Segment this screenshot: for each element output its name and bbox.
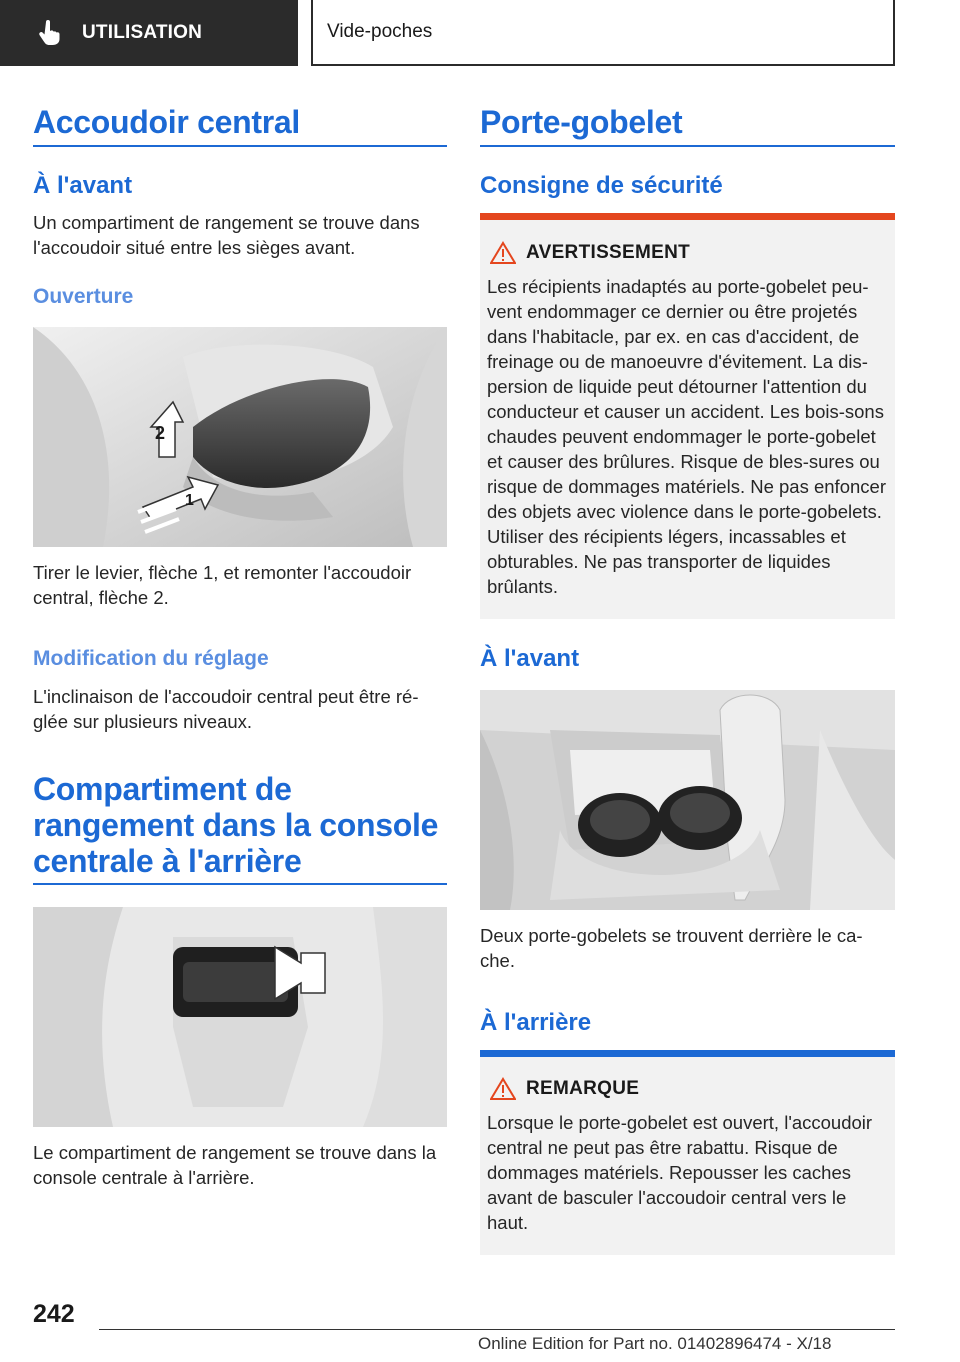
paragraph-adjust: L'inclinaison de l'accoudoir central peut être ré-glée sur plusieurs niveaux. (33, 686, 419, 732)
heading-safety: Consigne de sécurité (480, 172, 723, 199)
footer-rule (99, 1329, 895, 1330)
paragraph-front: Deux porte-gobelets se trouvent derrière le ca-che. (480, 925, 863, 971)
paragraph-front: Un compartiment de rangement se trouve dans l'accoudoir situé entre les sièges avant. (33, 212, 420, 258)
heading-armrest: Accoudoir central (33, 104, 300, 140)
note-bar (480, 1050, 895, 1057)
note-title: REMARQUE (526, 1078, 640, 1099)
warning-title: AVERTISSEMENT (526, 242, 691, 263)
rear-console-photo (33, 907, 447, 1127)
heading-cupholder: Porte-gobelet (480, 104, 683, 140)
cupholder-photo (480, 690, 895, 910)
armrest-photo (33, 327, 447, 547)
hand-pointer-icon (38, 20, 62, 46)
header-topic-tab (311, 0, 895, 66)
warning-box (480, 213, 895, 619)
svg-text:2: 2 (155, 423, 166, 443)
heading-front: À l'avant (33, 172, 133, 199)
svg-text:1: 1 (185, 492, 194, 509)
header-topic-label: Vide-poches (327, 21, 433, 42)
note-box (480, 1050, 895, 1255)
warning-triangle-icon (490, 1077, 516, 1101)
heading-rear: À l'arrière (480, 1009, 592, 1036)
header-section-tab (0, 0, 298, 66)
heading-console: Compartiment de rangement dans la console centrale à l'arrière (33, 771, 439, 879)
warning-bar (480, 213, 895, 220)
heading-adjust: Modification du réglage (33, 647, 269, 670)
footer-edition: Online Edition for Part no. 01402896474 - X/18 (478, 1334, 832, 1353)
heading-opening: Ouverture (33, 285, 134, 308)
heading-rule (33, 145, 447, 147)
heading-front: À l'avant (480, 645, 580, 672)
page-number: 242 (33, 1300, 75, 1328)
header-section-label: UTILISATION (82, 22, 203, 43)
warning-triangle-icon (490, 241, 516, 265)
paragraph-console: Le compartiment de rangement se trouve dans la console centrale à l'arrière. (33, 1142, 437, 1188)
note-text: Lorsque le porte-gobelet est ouvert, l'accoudoir central ne peut pas être rabattu. Risque de dommages matériels. Repousser les caches avant de basculer l'accoudoir central vers le haut. (487, 1112, 873, 1233)
heading-rule (33, 883, 447, 885)
heading-rule (480, 145, 895, 147)
paragraph-opening: Tirer le levier, flèche 1, et remonter l'accoudoir central, flèche 2. (33, 562, 412, 608)
warning-text: Les récipients inadaptés au porte-gobelet peu-vent endommager ce dernier ou être projetés dans l'habitacle, par ex. en cas d'accident, de freinage ou de manoeuvre d'évitement. La dis-persion de liquide peut détourner l'attention du conducteur et causer un accident. Les bois-sons chaudes peuvent endommager le porte-gobelet et causer des brûlures. Risque de bles-sures ou risque de dommages matériels. Ne pas enfoncer des objets avec violence dans le porte-gobelets. Utiliser des récipients légers, incassables et obturables. Ne pas transporter de liquides brûlants. (487, 276, 886, 597)
